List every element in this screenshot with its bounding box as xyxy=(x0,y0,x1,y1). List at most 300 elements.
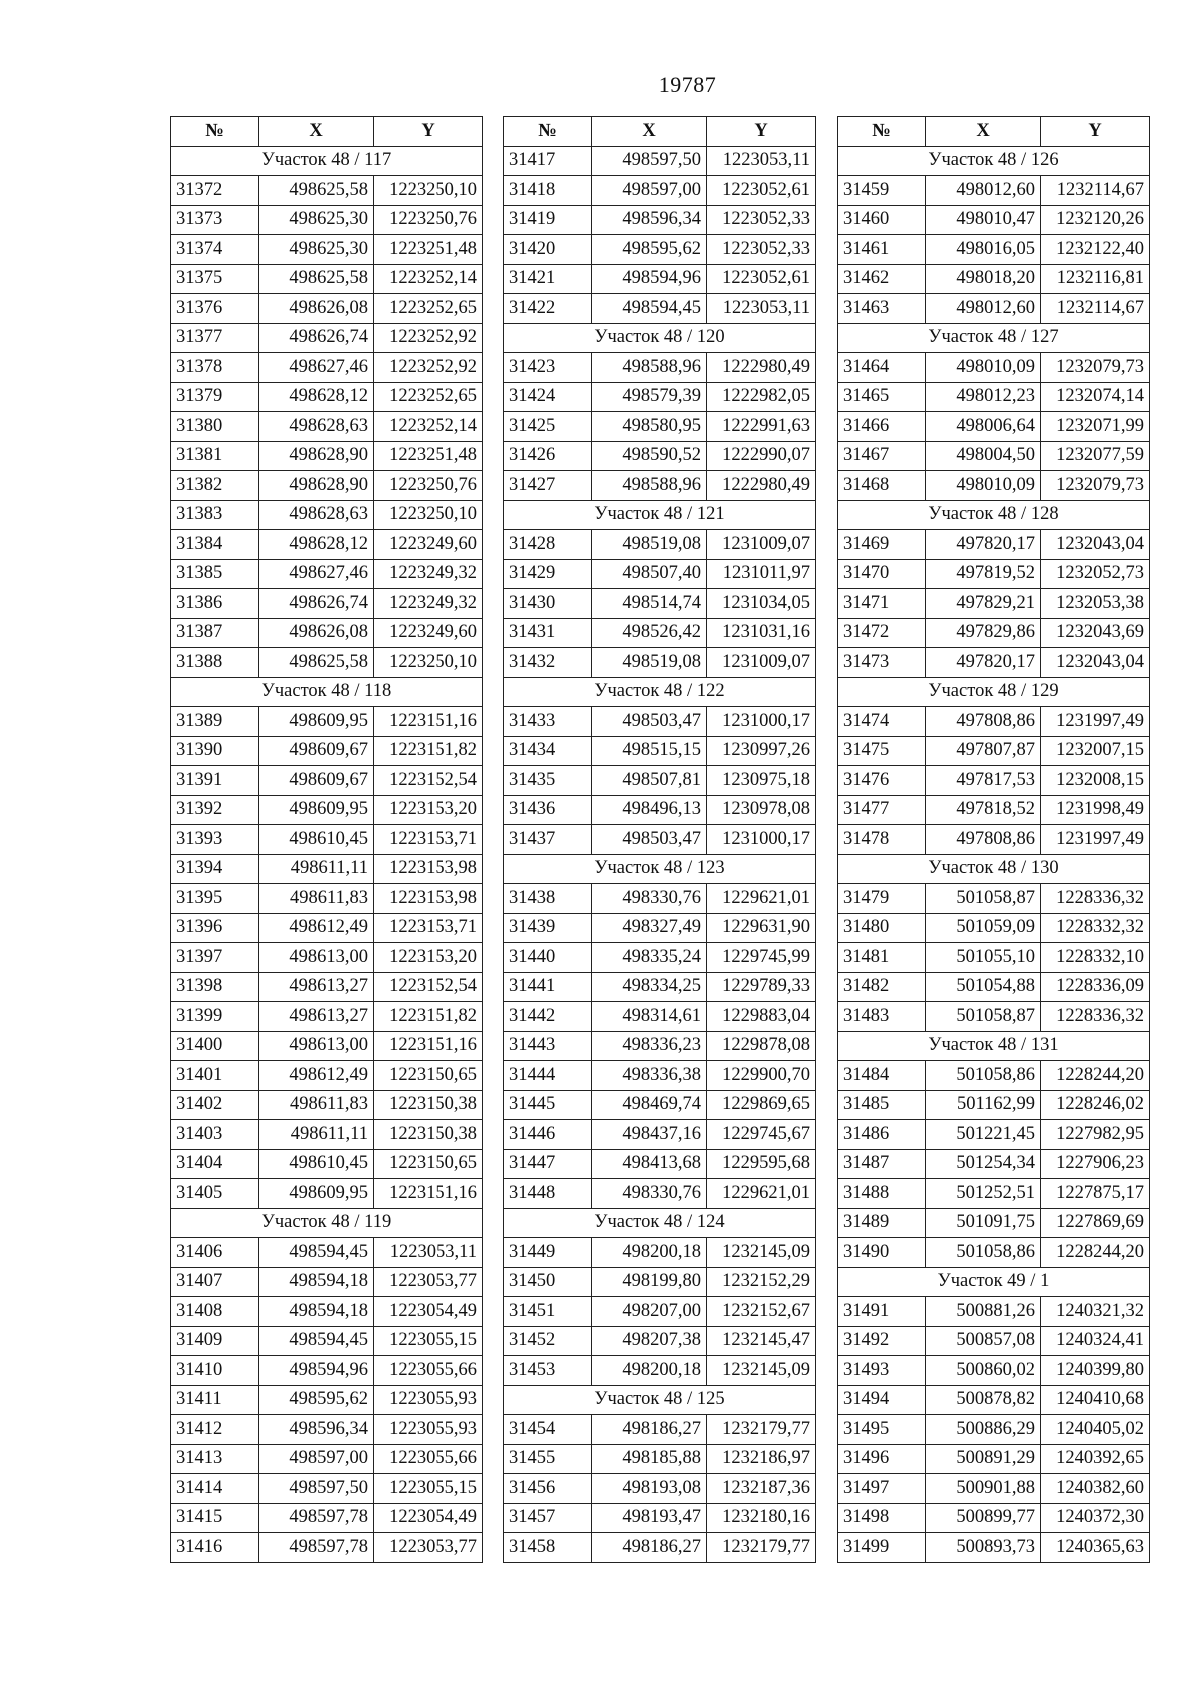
table-row xyxy=(838,972,1150,1002)
header-y: Y xyxy=(374,117,483,147)
table-row xyxy=(504,972,816,1002)
y-coordinate-cell: 1227875,17 xyxy=(1041,1179,1150,1209)
x-coordinate-cell: 498207,38 xyxy=(592,1326,707,1356)
table-row xyxy=(504,1002,816,1032)
table-row xyxy=(171,1297,483,1327)
y-coordinate-cell: 1223053,11 xyxy=(707,294,816,324)
x-coordinate-cell: 498336,23 xyxy=(592,1031,707,1061)
table-row xyxy=(838,412,1150,442)
point-number-cell: 31431 xyxy=(504,618,592,648)
table-row xyxy=(504,884,816,914)
x-coordinate-cell: 498594,96 xyxy=(592,264,707,294)
y-coordinate-cell: 1231000,17 xyxy=(707,707,816,737)
y-coordinate-cell: 1231997,49 xyxy=(1041,825,1150,855)
table-row xyxy=(838,943,1150,973)
y-coordinate-cell: 1240405,02 xyxy=(1041,1415,1150,1445)
point-number-cell: 31467 xyxy=(838,441,926,471)
table-header-row xyxy=(504,117,816,147)
y-coordinate-cell: 1232079,73 xyxy=(1041,471,1150,501)
table-row xyxy=(171,264,483,294)
table-row xyxy=(171,854,483,884)
x-coordinate-cell: 498588,96 xyxy=(592,353,707,383)
table-row xyxy=(838,618,1150,648)
point-number-cell: 31480 xyxy=(838,913,926,943)
x-coordinate-cell: 501055,10 xyxy=(926,943,1041,973)
y-coordinate-cell: 1223055,93 xyxy=(374,1415,483,1445)
table-row xyxy=(838,884,1150,914)
x-coordinate-cell: 500891,29 xyxy=(926,1444,1041,1474)
y-coordinate-cell: 1223153,20 xyxy=(374,795,483,825)
y-coordinate-cell: 1232043,04 xyxy=(1041,648,1150,678)
point-number-cell: 31378 xyxy=(171,353,259,383)
point-number-cell: 31390 xyxy=(171,736,259,766)
table-row xyxy=(504,1090,816,1120)
table-row xyxy=(838,1533,1150,1563)
y-coordinate-cell: 1222980,49 xyxy=(707,353,816,383)
page-number: 19787 xyxy=(658,72,717,97)
table-row xyxy=(838,530,1150,560)
point-number-cell: 31445 xyxy=(504,1090,592,1120)
x-coordinate-cell: 498503,47 xyxy=(592,707,707,737)
x-coordinate-cell: 498597,00 xyxy=(592,176,707,206)
y-coordinate-cell: 1223053,77 xyxy=(374,1267,483,1297)
point-number-cell: 31422 xyxy=(504,294,592,324)
x-coordinate-cell: 498610,45 xyxy=(259,1149,374,1179)
x-coordinate-cell: 498628,90 xyxy=(259,471,374,501)
table-row xyxy=(504,913,816,943)
point-number-cell: 31387 xyxy=(171,618,259,648)
table-row xyxy=(171,500,483,530)
point-number-cell: 31496 xyxy=(838,1444,926,1474)
y-coordinate-cell: 1232187,36 xyxy=(707,1474,816,1504)
point-number-cell: 31386 xyxy=(171,589,259,619)
table-row xyxy=(504,235,816,265)
point-number-cell: 31426 xyxy=(504,441,592,471)
point-number-cell: 31458 xyxy=(504,1533,592,1563)
point-number-cell: 31383 xyxy=(171,500,259,530)
point-number-cell: 31474 xyxy=(838,707,926,737)
point-number-cell: 31410 xyxy=(171,1356,259,1386)
table-row xyxy=(171,1474,483,1504)
section-row xyxy=(838,1267,1150,1297)
table-row xyxy=(171,1149,483,1179)
x-coordinate-cell: 498597,50 xyxy=(592,146,707,176)
y-coordinate-cell: 1231011,97 xyxy=(707,559,816,589)
point-number-cell: 31418 xyxy=(504,176,592,206)
y-coordinate-cell: 1232179,77 xyxy=(707,1533,816,1563)
y-coordinate-cell: 1223251,48 xyxy=(374,235,483,265)
table-row xyxy=(171,589,483,619)
section-title: Участок 48 / 120 xyxy=(504,323,816,353)
point-number-cell: 31373 xyxy=(171,205,259,235)
section-title: Участок 48 / 131 xyxy=(838,1031,1150,1061)
x-coordinate-cell: 498628,63 xyxy=(259,500,374,530)
y-coordinate-cell: 1231997,49 xyxy=(1041,707,1150,737)
point-number-cell: 31484 xyxy=(838,1061,926,1091)
point-number-cell: 31463 xyxy=(838,294,926,324)
table-row xyxy=(504,1444,816,1474)
point-number-cell: 31375 xyxy=(171,264,259,294)
table-row xyxy=(504,766,816,796)
point-number-cell: 31465 xyxy=(838,382,926,412)
x-coordinate-cell: 498594,45 xyxy=(592,294,707,324)
x-coordinate-cell: 498612,49 xyxy=(259,913,374,943)
x-coordinate-cell: 500901,88 xyxy=(926,1474,1041,1504)
y-coordinate-cell: 1240382,60 xyxy=(1041,1474,1150,1504)
table-row xyxy=(171,1415,483,1445)
x-coordinate-cell: 498200,18 xyxy=(592,1238,707,1268)
point-number-cell: 31468 xyxy=(838,471,926,501)
y-coordinate-cell: 1223052,61 xyxy=(707,264,816,294)
point-number-cell: 31487 xyxy=(838,1149,926,1179)
table-row xyxy=(504,707,816,737)
point-number-cell: 31497 xyxy=(838,1474,926,1504)
section-title: Участок 48 / 130 xyxy=(838,854,1150,884)
y-coordinate-cell: 1232053,38 xyxy=(1041,589,1150,619)
table-row xyxy=(504,205,816,235)
y-coordinate-cell: 1223252,14 xyxy=(374,412,483,442)
x-coordinate-cell: 498611,83 xyxy=(259,1090,374,1120)
table-row xyxy=(838,1326,1150,1356)
table-row xyxy=(171,1444,483,1474)
y-coordinate-cell: 1223252,14 xyxy=(374,264,483,294)
point-number-cell: 31380 xyxy=(171,412,259,442)
table-row xyxy=(171,648,483,678)
table-row xyxy=(838,1090,1150,1120)
y-coordinate-cell: 1232186,97 xyxy=(707,1444,816,1474)
x-coordinate-cell: 498507,40 xyxy=(592,559,707,589)
table-row xyxy=(838,559,1150,589)
x-coordinate-cell: 498611,11 xyxy=(259,1120,374,1150)
table-row xyxy=(171,1002,483,1032)
table-row xyxy=(838,1208,1150,1238)
point-number-cell: 31454 xyxy=(504,1415,592,1445)
table-row xyxy=(171,1385,483,1415)
y-coordinate-cell: 1223053,77 xyxy=(374,1533,483,1563)
x-coordinate-cell: 501254,34 xyxy=(926,1149,1041,1179)
section-title: Участок 48 / 118 xyxy=(171,677,483,707)
table-row xyxy=(171,294,483,324)
x-coordinate-cell: 500857,08 xyxy=(926,1326,1041,1356)
x-coordinate-cell: 498335,24 xyxy=(592,943,707,973)
table-row xyxy=(504,1474,816,1504)
x-coordinate-cell: 497819,52 xyxy=(926,559,1041,589)
point-number-cell: 31405 xyxy=(171,1179,259,1209)
y-coordinate-cell: 1223151,16 xyxy=(374,707,483,737)
y-coordinate-cell: 1232079,73 xyxy=(1041,353,1150,383)
table-row xyxy=(504,1356,816,1386)
table-row xyxy=(838,1444,1150,1474)
point-number-cell: 31439 xyxy=(504,913,592,943)
section-row xyxy=(171,677,483,707)
table-row xyxy=(171,382,483,412)
x-coordinate-cell: 497829,86 xyxy=(926,618,1041,648)
x-coordinate-cell: 498609,95 xyxy=(259,1179,374,1209)
point-number-cell: 31396 xyxy=(171,913,259,943)
section-row xyxy=(171,1208,483,1238)
table-row xyxy=(838,1061,1150,1091)
x-coordinate-cell: 501221,45 xyxy=(926,1120,1041,1150)
y-coordinate-cell: 1223153,98 xyxy=(374,884,483,914)
y-coordinate-cell: 1229745,99 xyxy=(707,943,816,973)
y-coordinate-cell: 1222991,63 xyxy=(707,412,816,442)
table-row xyxy=(504,1503,816,1533)
y-coordinate-cell: 1230997,26 xyxy=(707,736,816,766)
y-coordinate-cell: 1231000,17 xyxy=(707,825,816,855)
table-header-row xyxy=(171,117,483,147)
y-coordinate-cell: 1223252,65 xyxy=(374,294,483,324)
table-row xyxy=(171,913,483,943)
table-row xyxy=(838,176,1150,206)
point-number-cell: 31498 xyxy=(838,1503,926,1533)
y-coordinate-cell: 1231998,49 xyxy=(1041,795,1150,825)
header-y: Y xyxy=(1041,117,1150,147)
y-coordinate-cell: 1223249,60 xyxy=(374,530,483,560)
x-coordinate-cell: 498609,95 xyxy=(259,707,374,737)
section-title: Участок 48 / 127 xyxy=(838,323,1150,353)
point-number-cell: 31397 xyxy=(171,943,259,973)
x-coordinate-cell: 498613,00 xyxy=(259,1031,374,1061)
y-coordinate-cell: 1223250,10 xyxy=(374,176,483,206)
x-coordinate-cell: 497829,21 xyxy=(926,589,1041,619)
x-coordinate-cell: 498507,81 xyxy=(592,766,707,796)
table-row xyxy=(171,1533,483,1563)
y-coordinate-cell: 1240321,32 xyxy=(1041,1297,1150,1327)
header-number: № xyxy=(504,117,592,147)
point-number-cell: 31436 xyxy=(504,795,592,825)
x-coordinate-cell: 498515,15 xyxy=(592,736,707,766)
section-row xyxy=(504,1208,816,1238)
point-number-cell: 31473 xyxy=(838,648,926,678)
y-coordinate-cell: 1232074,14 xyxy=(1041,382,1150,412)
y-coordinate-cell: 1229631,90 xyxy=(707,913,816,943)
point-number-cell: 31384 xyxy=(171,530,259,560)
x-coordinate-cell: 498437,16 xyxy=(592,1120,707,1150)
x-coordinate-cell: 498610,45 xyxy=(259,825,374,855)
x-coordinate-cell: 498611,83 xyxy=(259,884,374,914)
y-coordinate-cell: 1223055,15 xyxy=(374,1326,483,1356)
header-y: Y xyxy=(707,117,816,147)
point-number-cell: 31461 xyxy=(838,235,926,265)
y-coordinate-cell: 1229621,01 xyxy=(707,884,816,914)
point-number-cell: 31478 xyxy=(838,825,926,855)
table-row xyxy=(838,766,1150,796)
x-coordinate-cell: 498519,08 xyxy=(592,648,707,678)
point-number-cell: 31476 xyxy=(838,766,926,796)
point-number-cell: 31448 xyxy=(504,1179,592,1209)
y-coordinate-cell: 1231031,16 xyxy=(707,618,816,648)
x-coordinate-cell: 498626,74 xyxy=(259,323,374,353)
y-coordinate-cell: 1232145,09 xyxy=(707,1356,816,1386)
point-number-cell: 31372 xyxy=(171,176,259,206)
table-row xyxy=(171,1267,483,1297)
x-coordinate-cell: 498612,49 xyxy=(259,1061,374,1091)
coordinates-table-left xyxy=(170,116,483,1563)
point-number-cell: 31449 xyxy=(504,1238,592,1268)
coordinates-table-middle xyxy=(503,116,816,1563)
point-number-cell: 31490 xyxy=(838,1238,926,1268)
point-number-cell: 31447 xyxy=(504,1149,592,1179)
table-row xyxy=(838,707,1150,737)
x-coordinate-cell: 497820,17 xyxy=(926,530,1041,560)
point-number-cell: 31493 xyxy=(838,1356,926,1386)
x-coordinate-cell: 498193,47 xyxy=(592,1503,707,1533)
table-row xyxy=(171,471,483,501)
y-coordinate-cell: 1223153,98 xyxy=(374,854,483,884)
y-coordinate-cell: 1231009,07 xyxy=(707,530,816,560)
y-coordinate-cell: 1232145,09 xyxy=(707,1238,816,1268)
point-number-cell: 31395 xyxy=(171,884,259,914)
table-row xyxy=(171,441,483,471)
x-coordinate-cell: 498625,58 xyxy=(259,176,374,206)
section-title: Участок 48 / 123 xyxy=(504,854,816,884)
y-coordinate-cell: 1223150,65 xyxy=(374,1149,483,1179)
x-coordinate-cell: 498627,46 xyxy=(259,353,374,383)
point-number-cell: 31462 xyxy=(838,264,926,294)
y-coordinate-cell: 1223252,92 xyxy=(374,323,483,353)
section-row xyxy=(504,677,816,707)
header-number: № xyxy=(171,117,259,147)
table-row xyxy=(171,235,483,265)
x-coordinate-cell: 498469,74 xyxy=(592,1090,707,1120)
point-number-cell: 31475 xyxy=(838,736,926,766)
point-number-cell: 31469 xyxy=(838,530,926,560)
y-coordinate-cell: 1223153,71 xyxy=(374,825,483,855)
section-title: Участок 48 / 128 xyxy=(838,500,1150,530)
y-coordinate-cell: 1229621,01 xyxy=(707,1179,816,1209)
point-number-cell: 31406 xyxy=(171,1238,259,1268)
section-title: Участок 48 / 129 xyxy=(838,677,1150,707)
table-row xyxy=(504,1120,816,1150)
point-number-cell: 31455 xyxy=(504,1444,592,1474)
table-row xyxy=(504,471,816,501)
section-title: Участок 48 / 121 xyxy=(504,500,816,530)
point-number-cell: 31453 xyxy=(504,1356,592,1386)
x-coordinate-cell: 498627,46 xyxy=(259,559,374,589)
table-row xyxy=(504,1238,816,1268)
section-row xyxy=(504,1385,816,1415)
point-number-cell: 31481 xyxy=(838,943,926,973)
table-row xyxy=(838,235,1150,265)
table-row xyxy=(838,294,1150,324)
x-coordinate-cell: 500886,29 xyxy=(926,1415,1041,1445)
y-coordinate-cell: 1231009,07 xyxy=(707,648,816,678)
point-number-cell: 31429 xyxy=(504,559,592,589)
table-row xyxy=(838,913,1150,943)
header-x: X xyxy=(259,117,374,147)
table-row xyxy=(504,264,816,294)
x-coordinate-cell: 500878,82 xyxy=(926,1385,1041,1415)
y-coordinate-cell: 1223053,11 xyxy=(374,1238,483,1268)
section-row xyxy=(838,323,1150,353)
point-number-cell: 31427 xyxy=(504,471,592,501)
point-number-cell: 31389 xyxy=(171,707,259,737)
x-coordinate-cell: 498609,67 xyxy=(259,766,374,796)
x-coordinate-cell: 501058,86 xyxy=(926,1238,1041,1268)
point-number-cell: 31428 xyxy=(504,530,592,560)
x-coordinate-cell: 498579,39 xyxy=(592,382,707,412)
y-coordinate-cell: 1227906,23 xyxy=(1041,1149,1150,1179)
x-coordinate-cell: 498010,47 xyxy=(926,205,1041,235)
point-number-cell: 31423 xyxy=(504,353,592,383)
table-row xyxy=(504,825,816,855)
point-number-cell: 31442 xyxy=(504,1002,592,1032)
point-number-cell: 31404 xyxy=(171,1149,259,1179)
point-number-cell: 31432 xyxy=(504,648,592,678)
section-title: Участок 48 / 125 xyxy=(504,1385,816,1415)
table-row xyxy=(838,1238,1150,1268)
x-coordinate-cell: 498503,47 xyxy=(592,825,707,855)
y-coordinate-cell: 1232179,77 xyxy=(707,1415,816,1445)
y-coordinate-cell: 1223055,66 xyxy=(374,1356,483,1386)
point-number-cell: 31411 xyxy=(171,1385,259,1415)
point-number-cell: 31459 xyxy=(838,176,926,206)
point-number-cell: 31416 xyxy=(171,1533,259,1563)
x-coordinate-cell: 498609,67 xyxy=(259,736,374,766)
x-coordinate-cell: 498018,20 xyxy=(926,264,1041,294)
x-coordinate-cell: 498613,00 xyxy=(259,943,374,973)
x-coordinate-cell: 501054,88 xyxy=(926,972,1041,1002)
table-row xyxy=(171,1179,483,1209)
y-coordinate-cell: 1223055,66 xyxy=(374,1444,483,1474)
point-number-cell: 31407 xyxy=(171,1267,259,1297)
point-number-cell: 31499 xyxy=(838,1533,926,1563)
table-row xyxy=(838,1385,1150,1415)
table-row xyxy=(838,264,1150,294)
table-row xyxy=(838,1002,1150,1032)
x-coordinate-cell: 498199,80 xyxy=(592,1267,707,1297)
y-coordinate-cell: 1223052,33 xyxy=(707,235,816,265)
x-coordinate-cell: 498010,09 xyxy=(926,471,1041,501)
point-number-cell: 31381 xyxy=(171,441,259,471)
point-number-cell: 31491 xyxy=(838,1297,926,1327)
y-coordinate-cell: 1232116,81 xyxy=(1041,264,1150,294)
point-number-cell: 31479 xyxy=(838,884,926,914)
table-row xyxy=(838,736,1150,766)
table-row xyxy=(838,353,1150,383)
y-coordinate-cell: 1223249,32 xyxy=(374,559,483,589)
x-coordinate-cell: 498594,18 xyxy=(259,1267,374,1297)
y-coordinate-cell: 1228336,09 xyxy=(1041,972,1150,1002)
point-number-cell: 31421 xyxy=(504,264,592,294)
point-number-cell: 31437 xyxy=(504,825,592,855)
y-coordinate-cell: 1223249,60 xyxy=(374,618,483,648)
y-coordinate-cell: 1232114,67 xyxy=(1041,176,1150,206)
y-coordinate-cell: 1227869,69 xyxy=(1041,1208,1150,1238)
point-number-cell: 31403 xyxy=(171,1120,259,1150)
x-coordinate-cell: 501091,75 xyxy=(926,1208,1041,1238)
x-coordinate-cell: 498314,61 xyxy=(592,1002,707,1032)
table-row xyxy=(171,205,483,235)
x-coordinate-cell: 498330,76 xyxy=(592,884,707,914)
point-number-cell: 31425 xyxy=(504,412,592,442)
y-coordinate-cell: 1223252,65 xyxy=(374,382,483,412)
y-coordinate-cell: 1228246,02 xyxy=(1041,1090,1150,1120)
table-row xyxy=(838,471,1150,501)
x-coordinate-cell: 498580,95 xyxy=(592,412,707,442)
y-coordinate-cell: 1232152,29 xyxy=(707,1267,816,1297)
y-coordinate-cell: 1223054,49 xyxy=(374,1297,483,1327)
point-number-cell: 31466 xyxy=(838,412,926,442)
point-number-cell: 31391 xyxy=(171,766,259,796)
x-coordinate-cell: 498596,34 xyxy=(259,1415,374,1445)
y-coordinate-cell: 1232120,26 xyxy=(1041,205,1150,235)
x-coordinate-cell: 498185,88 xyxy=(592,1444,707,1474)
x-coordinate-cell: 498597,78 xyxy=(259,1503,374,1533)
y-coordinate-cell: 1232145,47 xyxy=(707,1326,816,1356)
point-number-cell: 31440 xyxy=(504,943,592,973)
y-coordinate-cell: 1223153,20 xyxy=(374,943,483,973)
